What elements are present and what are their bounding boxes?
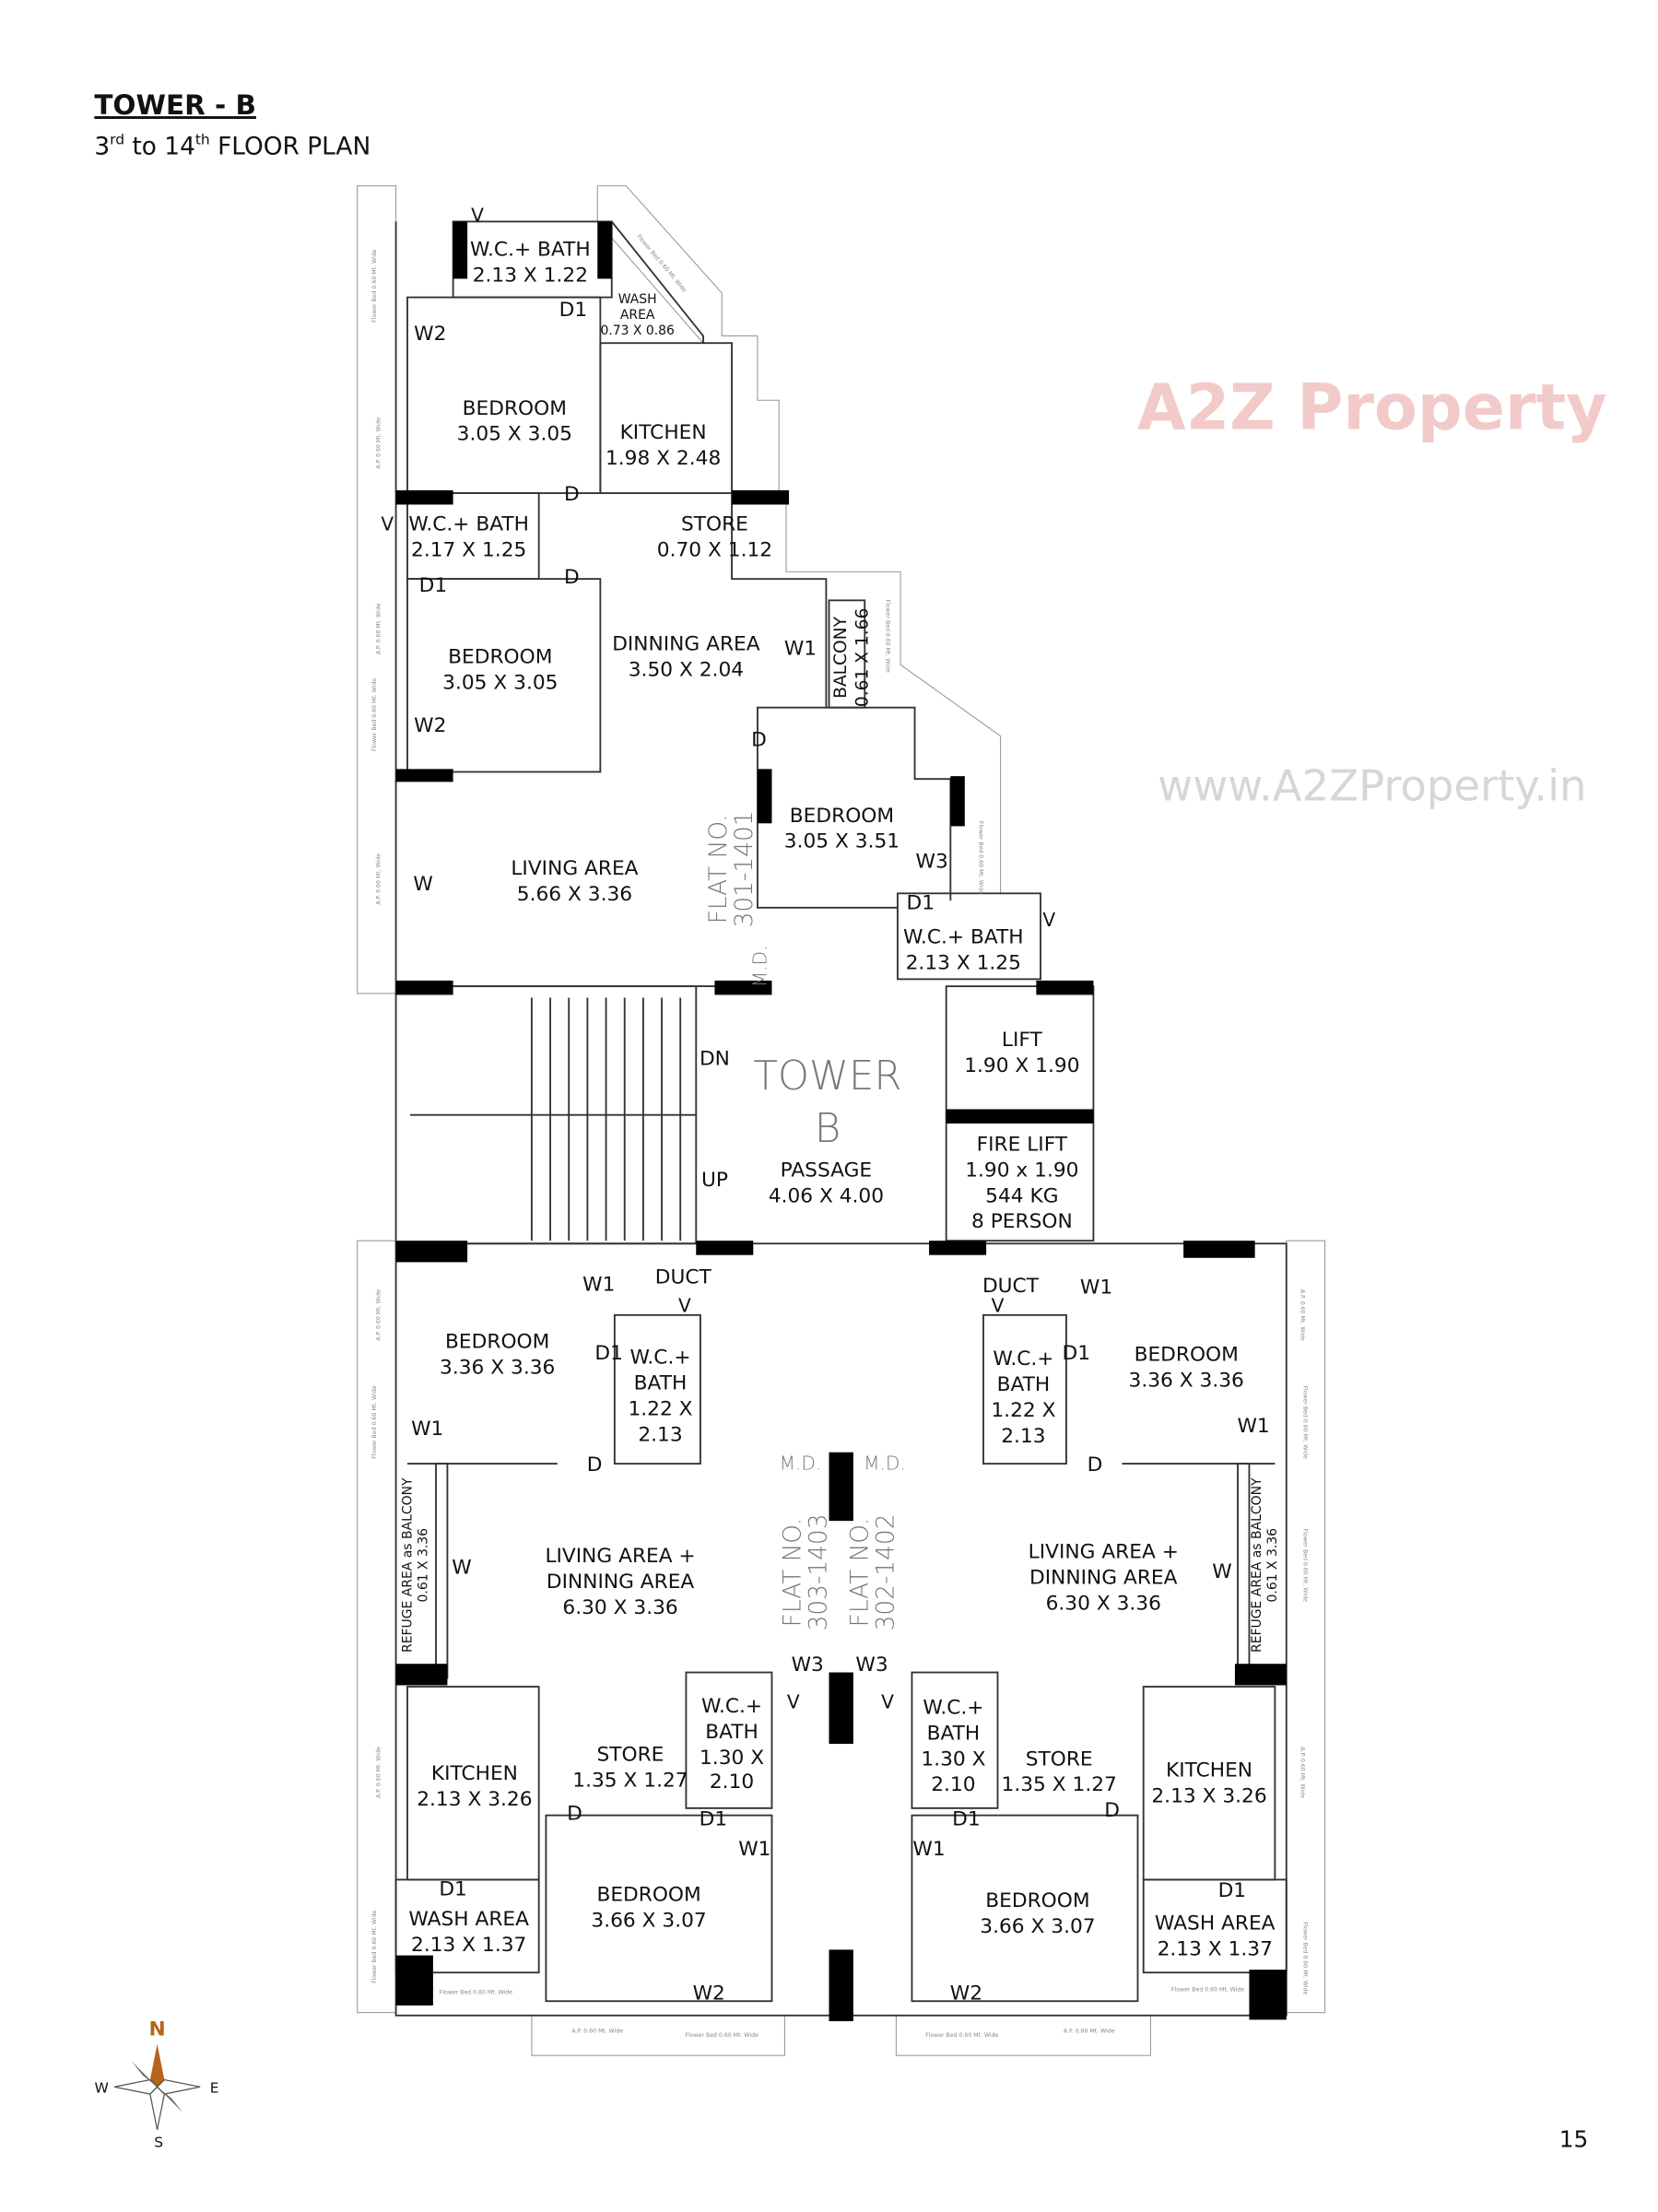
label-flat-1402-duct: DUCT	[982, 1274, 1039, 1298]
label-flat-1401-balcony: BALCONY	[831, 617, 852, 699]
ap-note: A.P. 0.60 Mt. Wide	[375, 1747, 382, 1798]
label-flat-1403-wc1-l3: 1.22 X	[628, 1397, 693, 1421]
label-flat-1401-wash-name1: WASH	[617, 291, 657, 307]
label-flat-1402-wc1-l2: BATH	[996, 1373, 1051, 1397]
flower-bed-note: Flower Bed 0.60 Mt. Wide	[977, 820, 984, 895]
label-flat-1401-kitchen-size: 1.98 X 2.48	[605, 447, 722, 471]
label-flat-1401-d1a: D1	[559, 298, 588, 322]
label-flat-1403-wc2-l4: 2.10	[709, 1771, 755, 1794]
label-flat-1402-wc2-l3: 1.30 X	[921, 1747, 986, 1771]
watermark-url: www.A2ZProperty.in	[1158, 760, 1587, 811]
label-flat-1402-wash-size: 2.13 X 1.37	[1157, 1937, 1273, 1961]
compass-rose	[94, 2018, 218, 2150]
label-core-fire-lift-name: FIRE LIFT	[976, 1133, 1068, 1157]
label-flat-1402-bed1-name: BEDROOM	[1134, 1343, 1239, 1367]
label-flat-1402-w2: W2	[949, 1982, 983, 2006]
label-flat-1402-living-l2: DINNING AREA	[1029, 1566, 1178, 1590]
page-title: TOWER - B	[94, 89, 256, 122]
label-core-tower2: B	[814, 1106, 841, 1153]
label-flat-1402-wc1-l1: W.C.+	[993, 1347, 1054, 1371]
flower-bed-note: Flower Bed 0.60 Mt. Wide	[635, 233, 688, 294]
label-flat-1401-flat-no: FLAT NO.	[704, 814, 733, 924]
ap-note: A.P. 0.60 Mt. Wide	[571, 2028, 624, 2035]
flower-bed-note: Flower Bed 0.60 Mt. Wide	[1301, 1385, 1309, 1459]
label-flat-1403-w3: W3	[791, 1653, 824, 1677]
label-flat-1402-d-a: D	[1087, 1453, 1103, 1477]
label-flat-1403-w: W	[452, 1556, 472, 1580]
label-flat-1401-w2b: W2	[414, 714, 447, 738]
label-flat-1401-d-a: D	[563, 482, 580, 506]
label-flat-1401-bed3-size: 3.05 X 3.51	[783, 830, 900, 853]
label-flat-1403-bed2-name: BEDROOM	[596, 1883, 701, 1907]
label-core-fire-lift-load: 544 KG	[985, 1184, 1059, 1208]
label-flat-1403-refuge: REFUGE AREA as BALCONY	[400, 1477, 416, 1653]
label-flat-1401-w: W	[413, 873, 433, 897]
label-flat-1402-v1: V	[991, 1294, 1005, 1317]
label-flat-1403-refuge-size: 0.61 X 3.36	[416, 1527, 431, 1603]
label-flat-1402-refuge-size: 0.61 X 3.36	[1264, 1527, 1280, 1603]
label-core-up: UP	[700, 1169, 728, 1193]
label-flat-1401-md: M.D.	[748, 945, 771, 988]
label-flat-1401-v3: V	[1042, 908, 1056, 931]
ap-note: A.P. 0.60 Mt. Wide	[1063, 2028, 1115, 2035]
label-flat-1401-wc3-size: 2.13 X 1.25	[905, 951, 1021, 975]
label-flat-1402-w1c: W1	[912, 1838, 946, 1862]
label-flat-1403-duct: DUCT	[654, 1265, 711, 1289]
label-flat-1403-kitchen-name: KITCHEN	[430, 1761, 518, 1785]
label-flat-1403-d-b: D	[567, 1802, 582, 1826]
label-flat-1403-wc1-l1: W.C.+	[629, 1346, 691, 1370]
compass-s: S	[154, 2134, 164, 2151]
compass-n: N	[148, 2018, 166, 2041]
label-flat-1402-d1b: D1	[952, 1807, 981, 1831]
label-flat-1403-living-l2: DINNING AREA	[546, 1571, 695, 1594]
label-flat-1402-wash-name: WASH AREA	[1154, 1912, 1276, 1936]
label-flat-1402-store-size: 1.35 X 1.27	[1001, 1773, 1117, 1797]
flower-bed-note: Flower Bed 0.60 Mt. Wide	[370, 249, 378, 323]
label-core-lift-size: 1.90 X 1.90	[964, 1054, 1080, 1078]
ap-note: A.P. 0.60 Mt. Wide	[375, 603, 382, 655]
label-flat-1403-d1b: D1	[699, 1807, 728, 1831]
label-flat-1401-wc2-size: 2.17 X 1.25	[411, 538, 527, 562]
label-flat-1401-living-size: 5.66 X 3.36	[516, 883, 633, 907]
label-flat-1403-d1c: D1	[439, 1877, 467, 1901]
label-flat-1401-d1c: D1	[906, 891, 935, 915]
label-flat-1401-bed3-name: BEDROOM	[789, 804, 895, 828]
flower-bed-note: Flower Bed 0.60 Mt. Wide	[370, 1385, 378, 1459]
label-flat-1403-w1c: W1	[738, 1838, 771, 1862]
north-arrow-icon	[150, 2044, 165, 2088]
label-flat-1401-wc2-name: W.C.+ BATH	[408, 512, 530, 536]
ap-note: A.P. 0.60 Mt. Wide	[375, 853, 382, 905]
label-flat-1403-flat-range: 303-1403	[805, 1513, 833, 1631]
label-core-lift-name: LIFT	[1001, 1029, 1042, 1053]
flower-bed-note: Flower Bed 0.60 Mt. Wide	[884, 599, 891, 673]
label-flat-1403-d1a: D1	[594, 1341, 623, 1365]
label-flat-1401-v1: V	[471, 204, 484, 227]
label-flat-1403-wc2-l3: 1.30 X	[699, 1746, 765, 1770]
flower-bed-note: Flower Bed 0.60 Mt. Wide	[439, 1989, 513, 1996]
label-flat-1401-bed1-name: BEDROOM	[462, 396, 567, 420]
label-flat-1402-flat-range: 302-1402	[872, 1513, 900, 1631]
label-flat-1402-wc2-l1: W.C.+	[923, 1696, 984, 1720]
flower-bed-note: Flower Bed 0.60 Mt. Wide	[1301, 1922, 1309, 1995]
label-flat-1402-kitchen-name: KITCHEN	[1166, 1759, 1253, 1783]
label-flat-1402-flat-no: FLAT NO.	[846, 1517, 875, 1628]
ap-note: A.P. 0.60 Mt. Wide	[375, 417, 382, 469]
label-flat-1402-bed2-name: BEDROOM	[985, 1888, 1090, 1912]
label-flat-1403-v1: V	[677, 1294, 691, 1317]
flower-bed-note: Flower Bed 0.60 Mt. Wide	[1301, 1528, 1309, 1602]
label-core-dn: DN	[699, 1047, 730, 1071]
label-core-passage-size: 4.06 X 4.00	[768, 1184, 885, 1208]
label-flat-1401-bed2-size: 3.05 X 3.05	[442, 671, 559, 695]
label-flat-1402-md: M.D.	[864, 1452, 906, 1475]
label-flat-1401-bed2-name: BEDROOM	[448, 645, 553, 669]
label-flat-1401-store-size: 0.70 X 1.12	[656, 538, 773, 562]
label-flat-1403-living-l1: LIVING AREA +	[545, 1545, 696, 1569]
label-flat-1402-refuge: REFUGE AREA as BALCONY	[1249, 1477, 1264, 1653]
ap-note: A.P. 0.60 Mt. Wide	[1299, 1288, 1306, 1341]
label-flat-1403-md: M.D.	[779, 1452, 822, 1475]
label-flat-1401-dining-name: DINNING AREA	[612, 632, 760, 656]
flower-bed-note: Flower Bed 0.60 Mt. Wide	[370, 677, 378, 752]
label-flat-1402-w: W	[1212, 1560, 1232, 1584]
label-flat-1403-living-size: 6.30 X 3.36	[562, 1595, 678, 1619]
label-flat-1403-kitchen-size: 2.13 X 3.26	[417, 1787, 533, 1811]
label-flat-1403-wc1-l4: 2.13	[638, 1423, 683, 1447]
label-flat-1403-wc2-l2: BATH	[705, 1720, 758, 1744]
label-flat-1401-wc1-name: W.C.+ BATH	[470, 238, 591, 262]
page-number: 15	[1558, 2125, 1589, 2153]
label-flat-1402-bed1-size: 3.36 X 3.36	[1128, 1369, 1244, 1393]
label-flat-1403-bed2-size: 3.66 X 3.07	[591, 1909, 707, 1933]
label-flat-1401-w1: W1	[783, 637, 817, 661]
label-flat-1403-store-name: STORE	[596, 1743, 664, 1767]
label-core-fire-lift-cap: 8 PERSON	[971, 1210, 1073, 1234]
label-flat-1403-v2: V	[786, 1690, 800, 1713]
label-flat-1403-flat-no: FLAT NO.	[779, 1517, 807, 1628]
label-flat-1403-wc1-l2: BATH	[633, 1371, 688, 1395]
flower-bed-note: Flower Bed 0.60 Mt. Wide	[370, 1910, 378, 1983]
compass-w: W	[94, 2079, 109, 2097]
label-flat-1402-bed2-size: 3.66 X 3.07	[980, 1914, 1096, 1938]
ap-note: A.P. 0.60 Mt. Wide	[375, 1288, 382, 1341]
label-flat-1403-w1a: W1	[582, 1273, 616, 1297]
page-subtitle: 3rd to 14th FLOOR PLAN	[94, 131, 371, 161]
label-flat-1401-d-b: D	[563, 565, 580, 589]
label-flat-1402-living-l1: LIVING AREA +	[1028, 1540, 1179, 1564]
label-flat-1401-living-name: LIVING AREA	[511, 857, 639, 881]
label-flat-1401-wash-name2: AREA	[619, 307, 655, 323]
label-flat-1401-kitchen-name: KITCHEN	[619, 421, 707, 445]
label-flat-1402-w1a: W1	[1079, 1276, 1113, 1300]
staircase	[410, 998, 696, 1241]
label-flat-1402-wc2-l4: 2.10	[931, 1773, 976, 1797]
label-flat-1402-w3: W3	[855, 1653, 888, 1677]
label-flat-1402-v2: V	[881, 1690, 894, 1713]
label-flat-1401-dining-size: 3.50 X 2.04	[628, 658, 745, 682]
label-core-fire-lift-size: 1.90 x 1.90	[965, 1159, 1079, 1182]
ap-note: A.P. 0.60 Mt. Wide	[1299, 1747, 1306, 1798]
flower-bed-note: Flower Bed 0.60 Mt. Wide	[925, 2031, 999, 2039]
label-flat-1402-wc2-l2: BATH	[926, 1722, 981, 1746]
label-flat-1401-bed1-size: 3.05 X 3.05	[456, 422, 572, 446]
label-flat-1401-wc3-name: W.C.+ BATH	[902, 925, 1024, 949]
label-flat-1401-w3: W3	[915, 850, 948, 874]
label-flat-1403-d-a: D	[586, 1453, 603, 1477]
label-flat-1401-v2: V	[381, 512, 394, 535]
label-flat-1402-kitchen-size: 2.13 X 3.26	[1151, 1784, 1267, 1808]
label-flat-1401-store-name: STORE	[680, 512, 748, 536]
label-flat-1403-store-size: 1.35 X 1.27	[572, 1769, 688, 1793]
label-flat-1402-d1a: D1	[1062, 1341, 1091, 1365]
flower-bed-note: Flower Bed 0.60 Mt. Wide	[1170, 1986, 1245, 1994]
label-flat-1403-wash-name: WASH AREA	[408, 1908, 529, 1932]
label-flat-1401-balcony-size: 0.61 X 1.66	[853, 607, 873, 708]
watermark-brand: A2Z Property	[1136, 371, 1607, 445]
label-core-passage-name: PASSAGE	[780, 1159, 873, 1182]
label-core-tower1: TOWER	[753, 1053, 902, 1100]
label-flat-1401-d1b: D1	[418, 574, 448, 598]
label-flat-1401-w2a: W2	[414, 323, 447, 347]
label-flat-1403-w2: W2	[692, 1982, 725, 2006]
label-flat-1403-wash-size: 2.13 X 1.37	[411, 1933, 527, 1957]
label-flat-1402-living-size: 6.30 X 3.36	[1045, 1592, 1161, 1616]
compass-e: E	[209, 2079, 219, 2097]
label-flat-1402-d-b: D	[1104, 1799, 1120, 1823]
flower-bed-note: Flower Bed 0.60 Mt. Wide	[685, 2031, 758, 2039]
label-flat-1401-wc1-size: 2.13 X 1.22	[472, 264, 589, 288]
label-flat-1402-w1b: W1	[1237, 1414, 1270, 1438]
label-flat-1401-flat-range: 301-1401	[730, 810, 758, 928]
label-flat-1403-w1b: W1	[411, 1418, 444, 1441]
label-flat-1402-store-name: STORE	[1025, 1747, 1093, 1771]
label-flat-1403-wc2-l1: W.C.+	[700, 1694, 763, 1718]
label-flat-1402-d1c: D1	[1217, 1879, 1247, 1903]
label-flat-1402-wc1-l3: 1.22 X	[991, 1398, 1056, 1422]
label-flat-1403-bed1-size: 3.36 X 3.36	[440, 1356, 556, 1380]
label-flat-1402-wc1-l4: 2.13	[1001, 1424, 1046, 1448]
label-flat-1401-d-c: D	[751, 728, 767, 752]
label-flat-1401-wash-size: 0.73 X 0.86	[600, 323, 675, 338]
label-flat-1403-bed1-name: BEDROOM	[445, 1330, 550, 1354]
